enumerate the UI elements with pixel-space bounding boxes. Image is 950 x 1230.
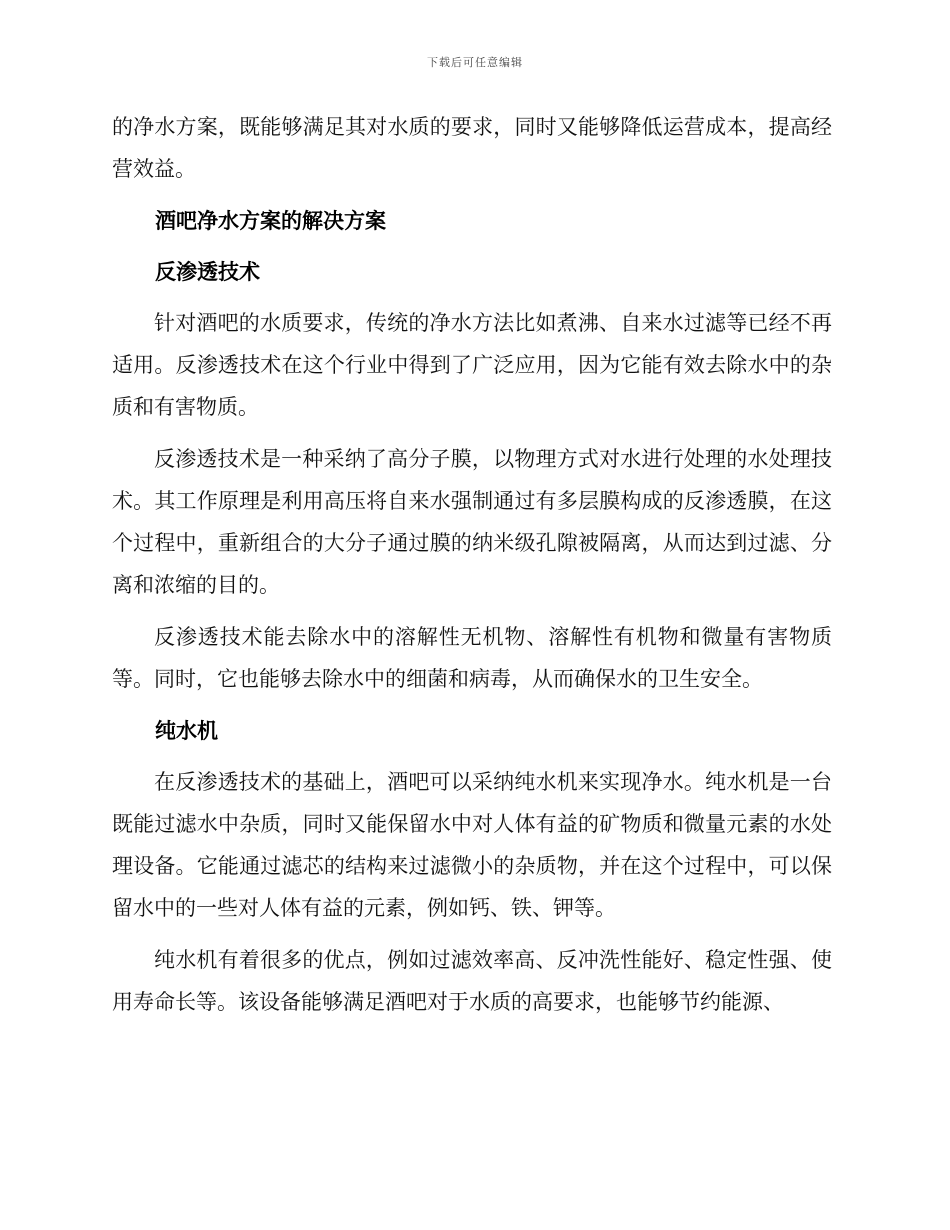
document-body xyxy=(112,106,832,1033)
paragraph: 反渗透技术能去除水中的溶解性无机物、溶解性有机物和微量有害物质等。同时，它也能够去除水中的细菌和病毒，从而确保水的卫生安全。 xyxy=(112,625,832,691)
paragraph-continuation: 的净水方案，既能够满足其对水质的要求，同时又能够降低运营成本，提高经营效益。 xyxy=(112,115,832,181)
paragraph: 针对酒吧的水质要求，传统的净水方法比如煮沸、自来水过滤等已经不再适用。反渗透技术在这个行业中得到了广泛应用，因为它能有效去除水中的杂质和有害物质。 xyxy=(112,311,832,419)
page-header: 下载后可任意编辑 xyxy=(427,56,523,69)
subsection-heading-reverse-osmosis: 反渗透技术 xyxy=(155,259,260,284)
paragraph: 在反渗透技术的基础上，酒吧可以采纳纯水机来实现净水。纯水机是一台既能过滤水中杂质，同时又能保留水中对人体有益的矿物质和微量元素的水处理设备。它能通过滤芯的结构来过滤微小的杂质物，并在这个过程中，可以保留水中的一些对人体有益的元素，例如钙、铁、钾等。 xyxy=(112,770,832,920)
section-heading: 酒吧净水方案的解决方案 xyxy=(155,208,386,233)
subsection-heading-purifier: 纯水机 xyxy=(155,718,218,743)
paragraph: 反渗透技术是一种采纳了高分子膜，以物理方式对水进行处理的水处理技术。其工作原理是利用高压将自来水强制通过有多层膜构成的反渗透膜，在这个过程中，重新组合的大分子通过膜的纳米级孔隙被隔离，从而达到过滤、分离和浓缩的目的。 xyxy=(112,447,832,597)
paragraph: 纯水机有着很多的优点，例如过滤效率高、反冲洗性能好、稳定性强、使用寿命长等。该设备能够满足酒吧对于水质的高要求，也能够节约能源、 xyxy=(112,948,832,1014)
